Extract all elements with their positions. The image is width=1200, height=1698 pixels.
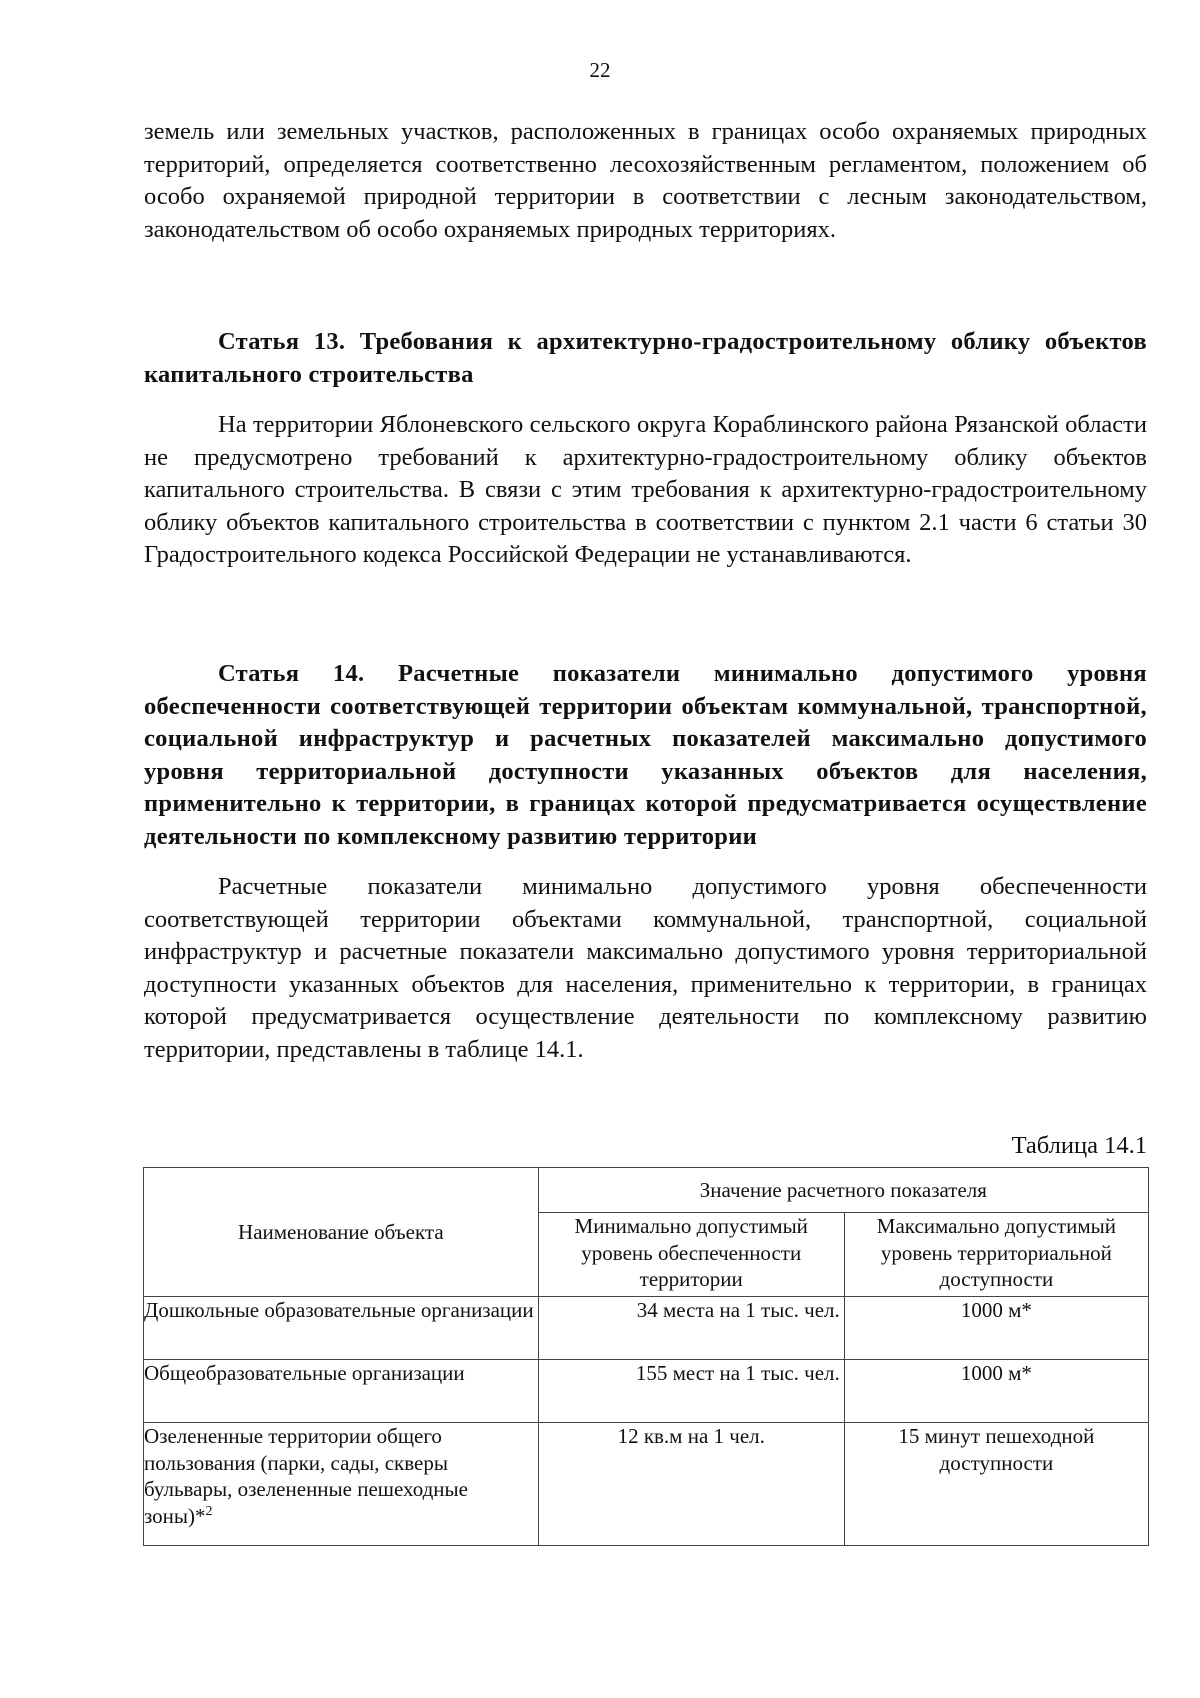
- page-number: 22: [589, 58, 611, 82]
- row-min-value: 34 места на 1 тыс. чел.: [538, 1297, 844, 1360]
- article-13-text: На территории Яблоневского сельского округа Кораблинского района Рязанской области не предусмотрено требований к архитектурно-градостроительному облику объектов капитального строительства. В связи с этим требования к архитектурно-градостроительному облику объектов капитального строительства в соответствии с пунктом 2.1 части 6 статьи 30 Градостроительного кодекса Российской Федерации не устанавливаются.: [144, 411, 1147, 568]
- header-max-level: Максимально допустимый уровень территориальной доступности: [844, 1213, 1148, 1297]
- footnote-marker: 2: [205, 1503, 213, 1519]
- article-13: [144, 326, 1147, 572]
- row-name-cell: [144, 1423, 539, 1546]
- article-13-heading: Статья 13. Требования к архитектурно-градостроительному облику объектов капитального строительства: [144, 328, 1147, 388]
- article-14-heading: Статья 14. Расчетные показатели минимально допустимого уровня обеспеченности соответствующей территории объектам коммунальной, транспортной, социальной инфраструктур и расчетных показателей максимально допустимого уровня территориальной доступности указанных объектов для населения, применительно к территории, в границах которой предусматривается осуществление деятельности по комплексному развитию территории: [144, 660, 1147, 850]
- table-caption: Таблица 14.1: [1011, 1132, 1147, 1159]
- table-header-row: [144, 1168, 1149, 1213]
- intro-paragraph-block: [144, 116, 1147, 246]
- row-name: Озелененные территории общего пользования (парки, сады, скверы бульвары, озелененные пешеходные зоны)*: [144, 1424, 468, 1528]
- table-row: [144, 1360, 1149, 1423]
- intro-paragraph: земель или земельных участков, расположенных в границах особо охраняемых природных территорий, определяется соответственно лесохозяйственным регламентом, положением об особо охраняемой природной территории в соответствии с лесным законодательством, законодательством об особо охраняемых природных территориях.: [144, 118, 1147, 243]
- row-max-value: 1000 м*: [844, 1297, 1148, 1360]
- table-row: [144, 1297, 1149, 1360]
- row-name: Дошкольные образовательные организации: [144, 1297, 539, 1360]
- row-name: Общеобразовательные организации: [144, 1360, 539, 1423]
- header-min-level: Минимально допустимый уровень обеспеченности территории: [538, 1213, 844, 1297]
- header-indicator-value: Значение расчетного показателя: [538, 1168, 1148, 1213]
- header-object-name: Наименование объекта: [144, 1168, 539, 1297]
- row-min-value: 12 кв.м на 1 чел.: [538, 1423, 844, 1546]
- article-14: [144, 658, 1147, 1066]
- row-min-value: 155 мест на 1 тыс. чел.: [538, 1360, 844, 1423]
- article-14-text: Расчетные показатели минимально допустимого уровня обеспеченности соответствующей территории объектами коммунальной, транспортной, социальной инфраструктур и расчетные показатели максимально допустимого уровня территориальной доступности указанных объектов для населения, применительно к территории, в границах которой предусматривается осуществление деятельности по комплексному развитию территории, представлены в таблице 14.1.: [144, 873, 1147, 1063]
- table-row: [144, 1423, 1149, 1546]
- row-max-value: 15 минут пешеходной доступности: [844, 1423, 1148, 1546]
- row-max-value: 1000 м*: [844, 1360, 1148, 1423]
- indicators-table: [143, 1167, 1149, 1546]
